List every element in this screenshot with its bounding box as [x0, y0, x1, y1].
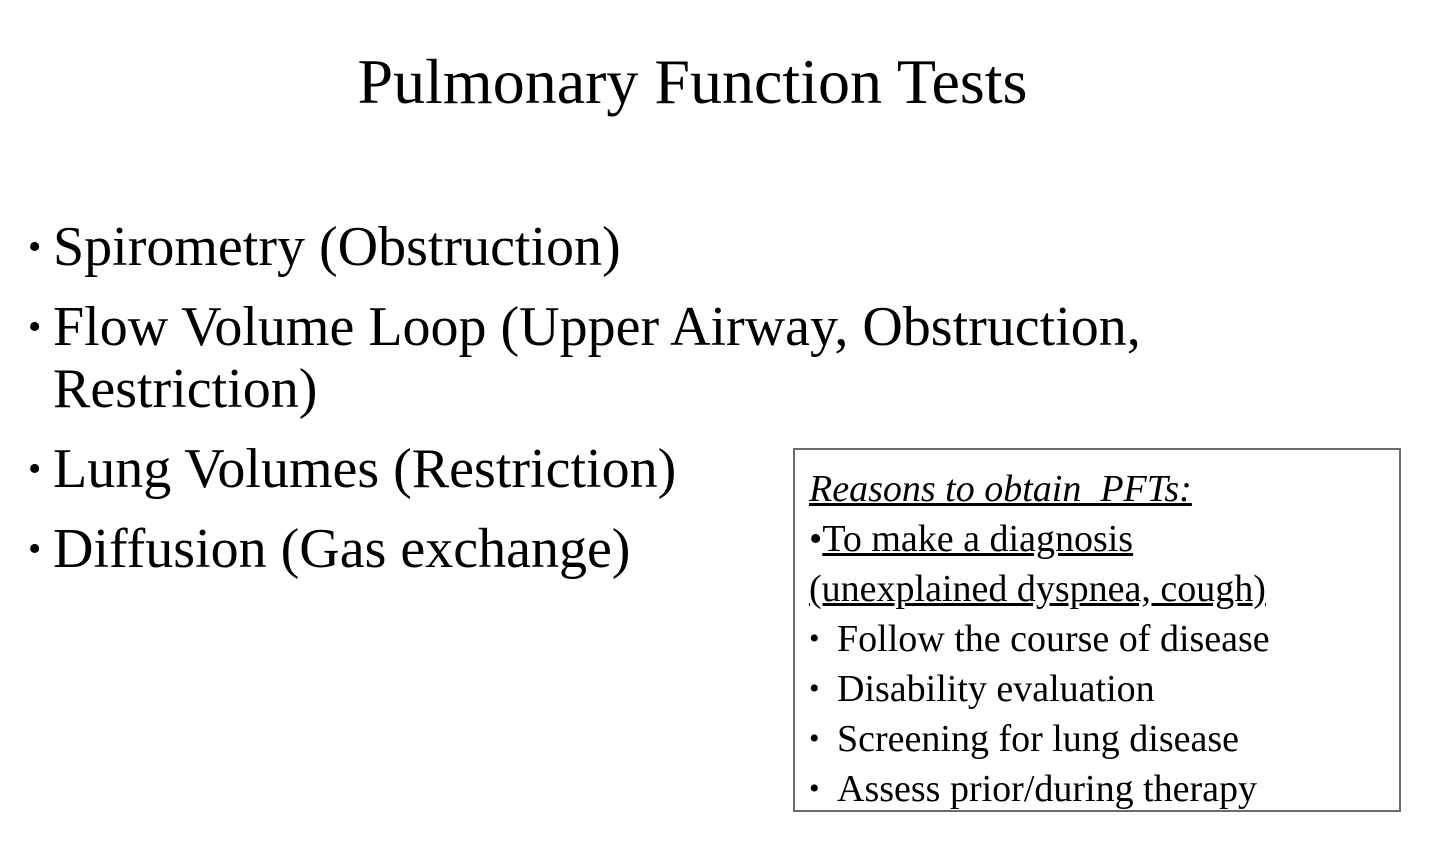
- reasons-diagnosis-line2: (unexplained dyspnea, cough): [809, 568, 1266, 610]
- bullet-icon: •: [28, 226, 42, 268]
- bullet-item-flow-volume-loop: [28, 296, 1268, 420]
- bullet-icon: •: [28, 448, 42, 490]
- bullet-text: Flow Volume Loop (Upper Airway, Obstruction, Restriction): [53, 296, 1141, 420]
- reasons-heading: Reasons to obtain PFTs:: [809, 468, 1192, 510]
- bullet-text: Lung Volumes (Restriction): [53, 438, 677, 500]
- reasons-item-text: Assess prior/during therapy: [837, 768, 1258, 810]
- reasons-item-follow-course: [809, 614, 1399, 664]
- reasons-diagnosis-line1: To make a diagnosis: [822, 518, 1134, 560]
- reasons-item-disability: [809, 664, 1399, 714]
- reasons-item-text: Follow the course of disease: [837, 618, 1270, 660]
- bullet-icon: •: [28, 528, 42, 570]
- reasons-list: [809, 614, 1399, 814]
- slide-title: Pulmonary Function Tests: [357, 46, 1028, 117]
- bullet-icon: •: [809, 722, 820, 755]
- bullet-icon: •: [809, 672, 820, 705]
- reasons-item-assess-therapy: [809, 764, 1399, 814]
- reasons-box: [793, 448, 1401, 812]
- bullet-item-spirometry: [28, 216, 1268, 278]
- bullet-text: Diffusion (Gas exchange): [53, 518, 631, 580]
- reasons-item-screening: [809, 714, 1399, 764]
- bullet-icon: •: [28, 306, 42, 348]
- reasons-diagnosis: [809, 514, 1399, 614]
- reasons-item-text: Disability evaluation: [837, 668, 1155, 710]
- bullet-icon: •: [809, 622, 820, 655]
- bullet-icon: •: [809, 518, 823, 560]
- reasons-item-text: Screening for lung disease: [837, 718, 1240, 760]
- bullet-text: Spirometry (Obstruction): [53, 216, 621, 278]
- bullet-icon: •: [809, 772, 820, 805]
